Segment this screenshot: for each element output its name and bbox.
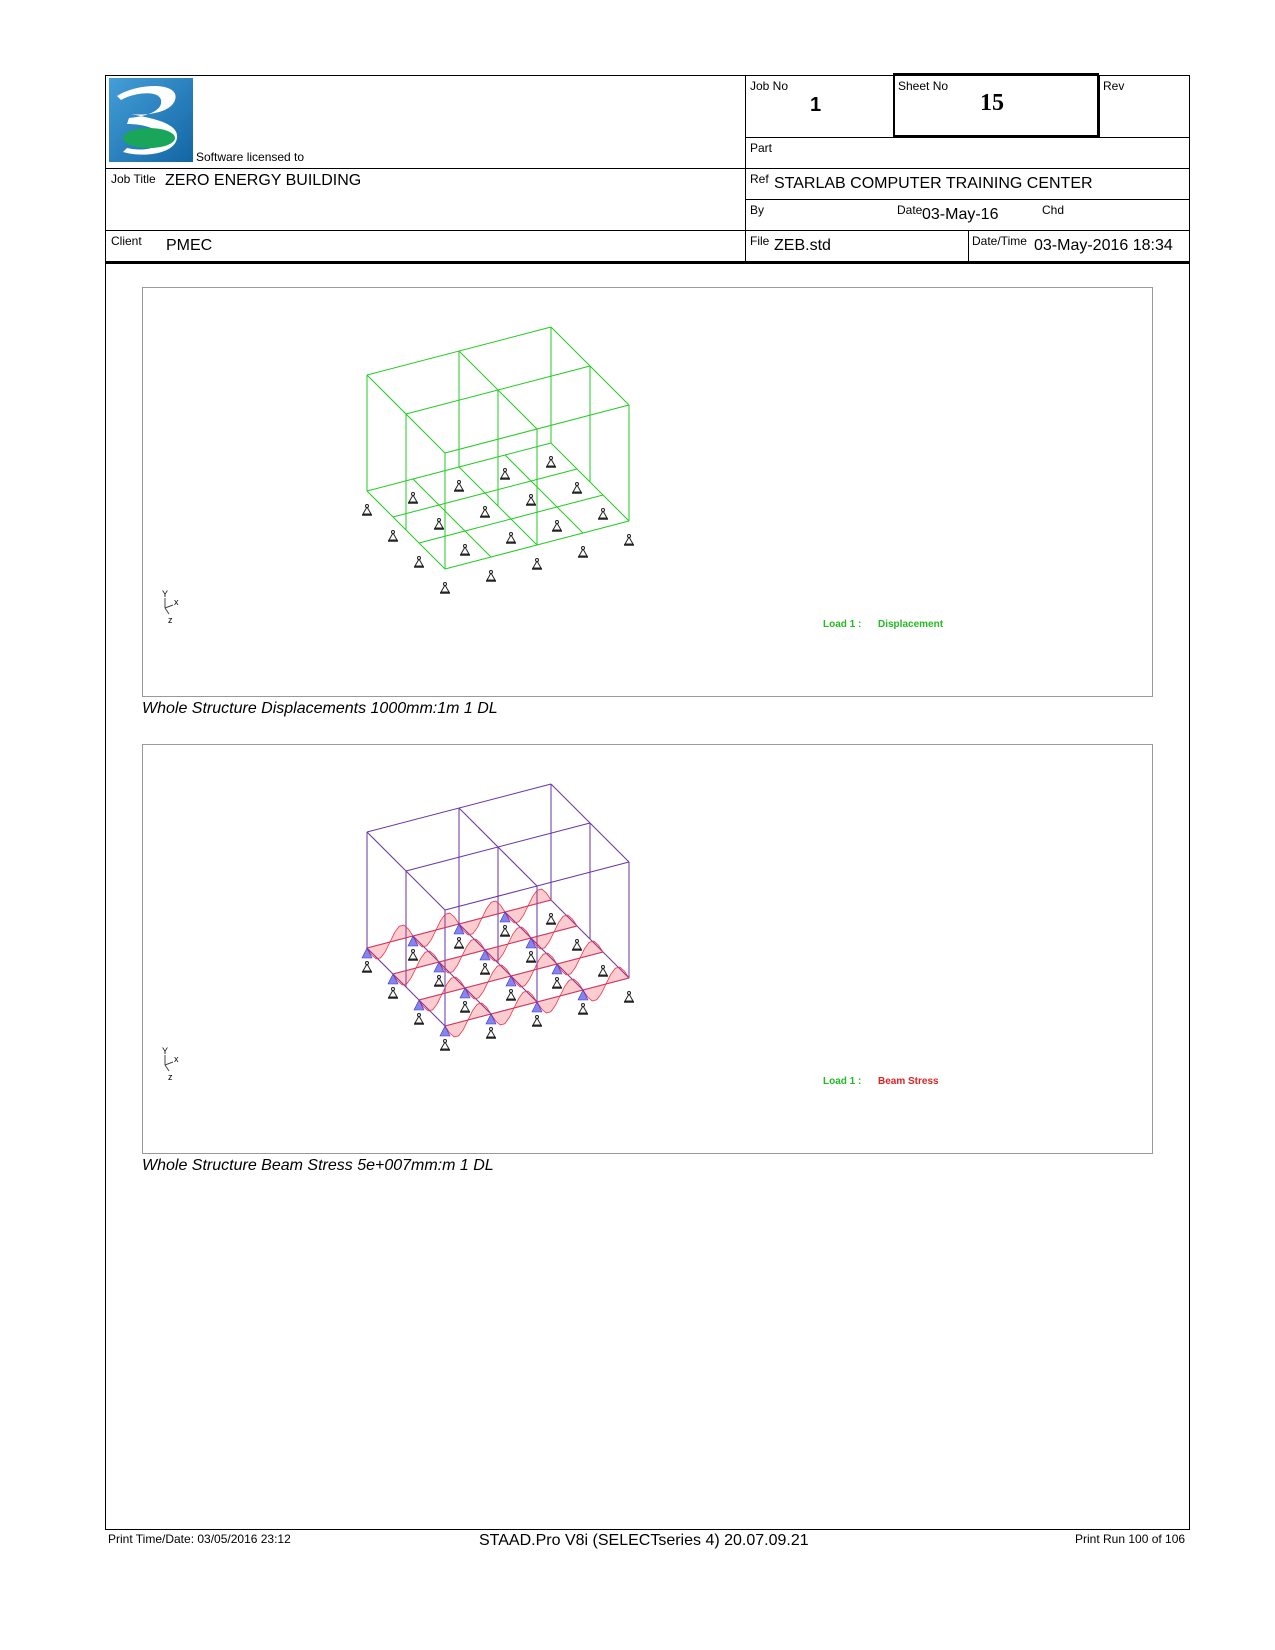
axis-y-label: Y — [162, 1046, 169, 1056]
job-title-label: Job Title — [111, 172, 156, 186]
support-icon — [440, 583, 450, 594]
job-no-value: 1 — [810, 94, 822, 116]
file-label: File — [750, 234, 770, 248]
axis-z-label: z — [168, 615, 173, 625]
client-value: PMEC — [166, 237, 213, 254]
support-icon — [434, 976, 444, 987]
chd-label: Chd — [1042, 203, 1065, 217]
software-version: STAAD.Pro V8i (SELECTseries 4) 20.07.09.21 — [479, 1532, 809, 1549]
support-icon — [440, 1040, 450, 1051]
support-icon — [454, 481, 464, 492]
legend-type-label: Displacement — [878, 619, 944, 630]
header-divider — [745, 75, 746, 261]
beam — [505, 443, 551, 455]
stress-diagram — [537, 979, 583, 1013]
beam — [511, 507, 557, 519]
print-time: Print Time/Date: 03/05/2016 23:12 — [108, 1532, 291, 1546]
support-icon — [526, 952, 536, 963]
support-icon — [552, 521, 562, 532]
support-icon — [408, 950, 418, 961]
job-title-value: ZERO ENERGY BUILDING — [165, 172, 362, 189]
rev-label: Rev — [1103, 79, 1125, 93]
header-bottom-rule — [105, 261, 1190, 264]
support-icon — [624, 535, 634, 546]
beam — [465, 519, 511, 531]
datetime-value: 03-May-2016 18:34 — [1034, 237, 1173, 254]
support-icon — [546, 457, 556, 468]
support-icon — [506, 533, 516, 544]
beam — [491, 545, 537, 557]
support-icon — [486, 1028, 496, 1039]
support-icon — [362, 962, 372, 973]
axis-x-label: x — [174, 1054, 179, 1064]
stress-diagram — [485, 927, 531, 961]
job-no-label: Job No — [750, 79, 789, 93]
beam — [583, 521, 629, 533]
support-icon — [578, 1004, 588, 1015]
stress-diagram — [413, 913, 459, 947]
stress-diagram — [511, 953, 557, 987]
beam — [485, 481, 531, 493]
stress-diagram — [557, 941, 603, 975]
header-divider — [745, 137, 1190, 138]
support-icon — [532, 559, 542, 570]
support-icon — [552, 978, 562, 989]
displacement-figure-panel — [142, 287, 1153, 697]
beam — [531, 469, 577, 481]
legend-type-label: Beam Stress — [878, 1076, 939, 1087]
axis-triad — [165, 598, 173, 614]
support-icon — [460, 1002, 470, 1013]
by-label: By — [750, 203, 765, 217]
support-icon — [526, 495, 536, 506]
stress-diagram — [439, 939, 485, 973]
support-icon — [546, 914, 556, 925]
support-icon — [388, 531, 398, 542]
beam — [557, 495, 603, 507]
support-icon — [506, 990, 516, 1001]
date-label: Date — [897, 203, 923, 217]
support-icon — [434, 519, 444, 530]
stress-diagram — [393, 951, 439, 985]
beam — [413, 467, 459, 479]
displacement-structure-drawing — [143, 288, 1152, 696]
stress-diagram — [531, 915, 577, 949]
support-icon — [532, 1016, 542, 1027]
stress-diagram — [583, 967, 629, 1001]
beam — [439, 493, 485, 505]
axis-triad — [165, 1055, 173, 1071]
stress-diagram — [445, 1003, 491, 1037]
beam-stress-figure-caption: Whole Structure Beam Stress 5e+007mm:m 1 DL — [142, 1157, 494, 1174]
company-logo — [109, 78, 193, 162]
support-icon — [572, 940, 582, 951]
beam — [537, 533, 583, 545]
legend-load-label: Load 1 : — [823, 1076, 862, 1087]
support-icon — [414, 1014, 424, 1025]
support-icon — [486, 571, 496, 582]
stress-diagram — [465, 965, 511, 999]
support-icon — [500, 926, 510, 937]
support-icon — [408, 493, 418, 504]
stress-diagram — [491, 991, 537, 1025]
legend-load-label: Load 1 : — [823, 619, 862, 630]
print-run: Print Run 100 of 106 — [1075, 1532, 1186, 1546]
support-icon — [388, 988, 398, 999]
stress-diagram — [419, 977, 465, 1011]
axis-x-label: x — [174, 597, 179, 607]
beam — [419, 531, 465, 543]
beam-stress-figure-panel — [142, 744, 1153, 1154]
date-value: 03-May-16 — [922, 206, 999, 223]
support-icon — [454, 938, 464, 949]
beam — [393, 505, 439, 517]
support-icon — [414, 557, 424, 568]
support-icon — [500, 469, 510, 480]
header-divider — [968, 230, 969, 261]
datetime-label: Date/Time — [972, 234, 1027, 248]
ref-label: Ref — [750, 172, 769, 186]
support-icon — [598, 509, 608, 520]
support-icon — [362, 505, 372, 516]
beam — [445, 557, 491, 569]
axis-z-label: z — [168, 1072, 173, 1082]
stress-diagram — [505, 889, 551, 923]
sheet-no-value: 15 — [980, 90, 1004, 116]
part-label: Part — [750, 141, 773, 155]
header-divider — [745, 199, 1190, 200]
header-divider — [105, 230, 1190, 231]
support-icon — [460, 545, 470, 556]
client-label: Client — [111, 234, 142, 248]
support-icon — [480, 507, 490, 518]
axis-y-label: Y — [162, 589, 169, 599]
sheet-no-label: Sheet No — [898, 79, 949, 93]
file-value: ZEB.std — [774, 237, 831, 254]
ref-value: STARLAB COMPUTER TRAINING CENTER — [774, 175, 1093, 192]
header-divider — [1099, 75, 1100, 137]
support-icon — [578, 547, 588, 558]
support-icon — [572, 483, 582, 494]
header-divider — [105, 168, 1190, 169]
displacement-figure-caption: Whole Structure Displacements 1000mm:1m 1 DL — [142, 700, 498, 717]
support-icon — [624, 992, 634, 1003]
support-icon — [598, 966, 608, 977]
support-icon — [480, 964, 490, 975]
beam-stress-structure-drawing — [143, 745, 1152, 1153]
licensed-label: Software licensed to — [196, 150, 305, 164]
